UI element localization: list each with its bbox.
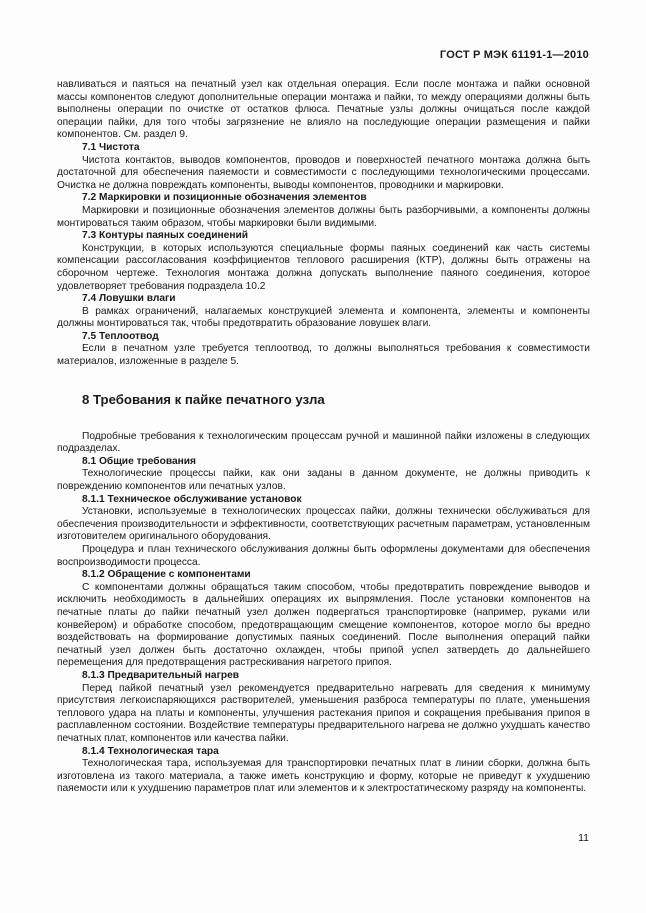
paragraph-8-1-1-b: Процедура и план технического обслуживания должны быть оформлены документами для обеспечения воспроизводимости процесса. bbox=[57, 544, 590, 568]
heading-7-5: 7.5 Теплоотвод bbox=[82, 330, 159, 342]
intro-paragraph: навливаться и паяться на печатный узел как отдельная операция. Если после монтажа и пайки основной массы компонентов следуют дополнительные операции монтажа и пайки, то между операциями должны быть выполнены операции по очистке от остатков флюса. Печатные узлы должны очищаться после каждой операции пайки, для того чтобы загрязнение не влияло на последующие операции размещения и пайки компонентов. См. раздел 9. bbox=[57, 79, 590, 141]
heading-7-3: 7.3 Контуры паяных соединений bbox=[82, 230, 249, 242]
document-body bbox=[57, 79, 590, 796]
heading-7-4: 7.4 Ловушки влаги bbox=[82, 293, 176, 305]
heading-7-2: 7.2 Маркировки и позиционные обозначения элементов bbox=[82, 192, 367, 204]
paragraph-8-1-1-a: Установки, используемые в технологических процессах пайки, должны технически обслуживаться для обеспечения производительности и эффективности, соответствующих расчетным параметрам, установленным изготовителем оригинального оборудования. bbox=[57, 506, 590, 543]
paragraph-7-1: Чистота контактов, выводов компонентов, проводов и поверхностей печатного монтажа должна быть достаточной для обеспечения паяемости и совместимости с последующими технологическими процессами. Очистка не должна повреждать компоненты, выводы компонентов, проводники и маркировки. bbox=[57, 154, 590, 191]
heading-7-1: 7.1 Чистота bbox=[82, 141, 140, 153]
paragraph-8-1: Технологические процессы пайки, как они заданы в данном документе, не должны приводить к повреждению компонентов или печатных узлов. bbox=[57, 468, 590, 493]
paragraph-7-5: Если в печатном узле требуется теплоотвод, то должны выполняться требования к совместимости материалов, изложенные в разделе 5. bbox=[57, 343, 590, 368]
paragraph-8-1-2: С компонентами должны обращаться таким способом, чтобы предотвратить повреждение выводов и исключить необходимость в дальнейших операциях их выпрямления. После установки компонентов на печатные платы до пайки печатный узел должен подвергаться транспортировке (например, руками или конвейером) и обработке способом, предотвращающим смещение компонентов, которое могло бы вредно воздействовать на формирование допустимых паяных соединений. После выполнения операций пайки печатный узел должен быть достаточно охлажден, чтобы припой успел затвердеть до дальнейшего перемещения для предотвращения растрескивания нагретого припоя. bbox=[57, 581, 590, 669]
paragraph-8-1-4: Технологическая тара, используемая для транспортировки печатных плат в линии сборки, должна быть изготовлена из такого материала, а также иметь конструкцию и форму, которые не приведут к ухудшению паяемости или к ухудшению параметров плат или элементов и к электростатическому разряду на компоненты. bbox=[57, 758, 590, 795]
paragraph-7-2: Маркировки и позиционные обозначения элементов должны быть разборчивыми, а компоненты должны монтироваться таким образом, чтобы маркировки были видимыми. bbox=[57, 204, 590, 229]
document-code-header: ГОСТ Р МЭК 61191-1—2010 bbox=[439, 49, 589, 61]
heading-8-1-2: 8.1.2 Обращение с компонентами bbox=[82, 569, 251, 581]
heading-8-1-3: 8.1.3 Предварительный нагрев bbox=[82, 669, 239, 681]
paragraph-8-1-3: Перед пайкой печатный узел рекомендуется предварительно нагревать для сведения к минимуму присутствия легкоиспаряющихся растворителей, уменьшения разброса температуры по плате, уменьшения теплового удара на платы и компоненты, улучшения растекания припоя и сокращения пребывания припоя в расплавленном состоянии. Воздействие температуры предварительного нагрева не должно ухудшать качество печатных плат, компонентов или качества пайки. bbox=[57, 682, 590, 744]
heading-8-1-4: 8.1.4 Технологическая тара bbox=[82, 745, 219, 757]
section-8-title: 8 Требования к пайке печатного узла bbox=[82, 391, 325, 407]
heading-8-1: 8.1 Общие требования bbox=[82, 455, 196, 467]
paragraph-7-4: В рамках ограничений, налагаемых конструкцией элемента и компонента, элементы и компоненты должны монтироваться так, чтобы предотвратить образование ловушек влаги. bbox=[57, 305, 590, 330]
page-number: 11 bbox=[578, 832, 589, 844]
paragraph-7-3: Конструкции, в которых используются специальные формы паяных соединений как часть системы компенсации рассогласования коэффициентов теплового расширения (КТР), должны быть отражены на сборочном чертеже. Технология монтажа должна допускать выполнение паяного соединения, которое удовлетворяет требования подраздела 10.2 bbox=[57, 242, 590, 292]
paragraph-8: Подробные требования к технологическим процессам ручной и машинной пайки изложены в следующих подразделах. bbox=[57, 430, 590, 455]
heading-8-1-1: 8.1.1 Техническое обслуживание установок bbox=[82, 493, 302, 505]
